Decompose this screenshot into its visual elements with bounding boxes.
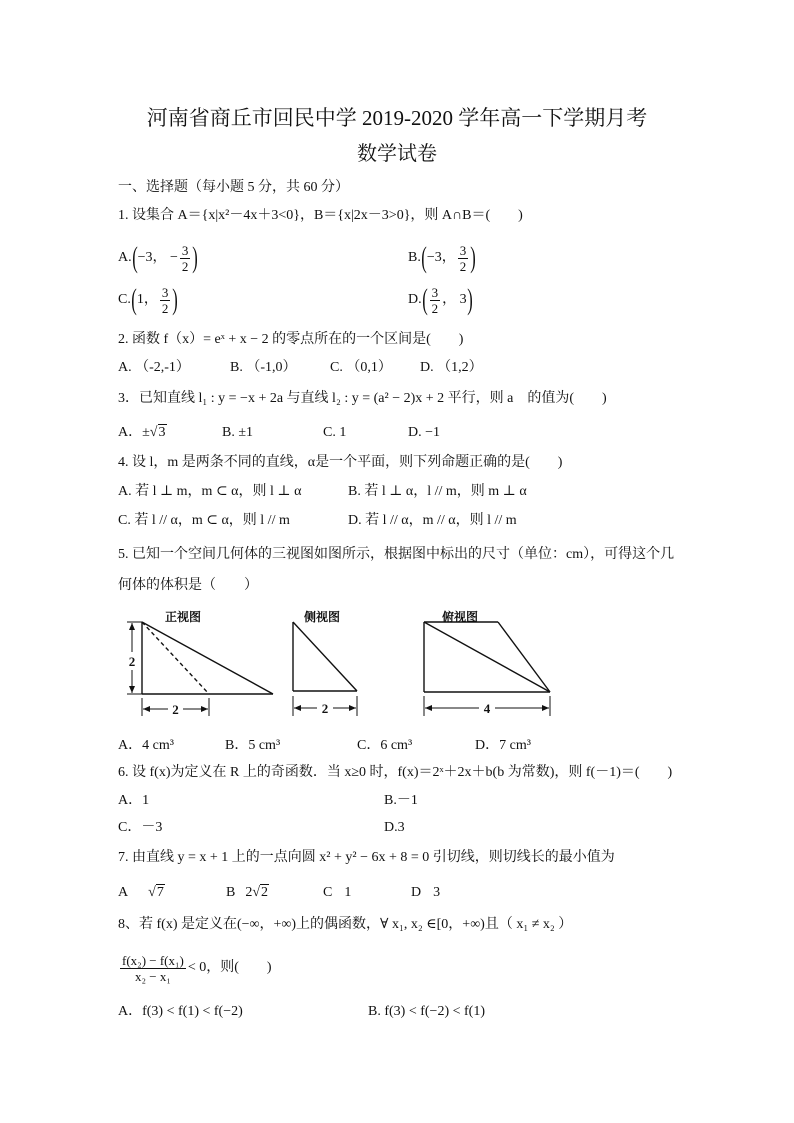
option-label: B. [408, 250, 421, 265]
option-value: 2√ [245, 885, 261, 900]
option-label: C. [118, 292, 131, 307]
close-paren: ) [466, 283, 473, 316]
q1-option-c [118, 282, 178, 318]
q2-option-a: A. （-2,-1） [118, 360, 190, 375]
option-post: ， 3 [442, 292, 467, 307]
three-view-figure [118, 600, 558, 722]
q8-option-a: A．f(3) < f(1) < f(−2) [118, 1004, 243, 1019]
q3-option-b [222, 423, 253, 443]
close-paren: ) [470, 241, 476, 274]
q5-option-a: A．4 cm³ [118, 738, 174, 753]
q1-option-b [408, 240, 476, 276]
q8-stem: 8、若 f(x) 是定义在(−∞，+∞)上的偶函数，∀ x₁, x₂ ∈[0，+∞)且（ x₁ ≠ x₂ ） [118, 917, 573, 932]
q6-option-b: B.－1 [384, 793, 418, 808]
radicand: 7 [156, 885, 164, 900]
section-heading: 一、选择题（每小题 5 分，共 60 分） [118, 180, 349, 195]
option-label: B [226, 885, 236, 900]
q4-option-d: D. 若 l // α，m // α，则 l // m [348, 513, 517, 528]
denominator: x₂ − x₁ [134, 968, 171, 984]
radicand: 3 [158, 425, 166, 440]
q6-option-d: D.3 [384, 820, 405, 835]
q5-option-d: D．7 cm³ [475, 738, 531, 753]
option-label: D. [408, 292, 422, 307]
side-width-label: 2 [321, 701, 329, 716]
fraction [180, 243, 191, 274]
top-width-label: 4 [483, 701, 491, 716]
front-hidden-edge [142, 622, 209, 694]
option-value: 3 [433, 885, 441, 900]
close-paren: ) [192, 241, 199, 274]
option-label: A． [118, 425, 143, 440]
q4-option-a: A. 若 l ⊥ m，m ⊂ α，则 l ⊥ α [118, 484, 302, 499]
option-label: D. [408, 425, 422, 440]
option-pre: −3， [426, 250, 456, 265]
q5-option-b: B．5 cm³ [225, 738, 281, 753]
numerator: 3 [161, 284, 169, 300]
open-paren: ( [131, 283, 137, 316]
front-view [127, 622, 273, 716]
q2-option-d: D. （1,2） [420, 360, 483, 375]
q7-option-a [118, 883, 165, 903]
option-label: D [411, 885, 422, 900]
q3-option-a [118, 423, 167, 443]
q4-option-b: B. 若 l ⊥ α，l // m，则 m ⊥ α [348, 484, 527, 499]
option-label: C [323, 885, 333, 900]
numerator: 3 [459, 242, 467, 258]
denominator: 2 [161, 300, 169, 316]
option-pre: 1， [136, 292, 158, 307]
q5-stem-line2: 何体的体积是（ ） [118, 578, 258, 593]
numerator: 3 [181, 242, 189, 258]
q1-stem: 1. 设集合 A＝{x|x²－4x＋3<0}，B＝{x|2x－3>0}，则 A∩B＝( ) [118, 208, 523, 223]
option-label: A [118, 885, 129, 900]
q3-stem: 3．已知直线 l₁ : y = −x + 2a 与直线 l₂ : y = (a² − 2)x + 2 平行，则 a 的值为( ) [118, 391, 607, 406]
top-right-edge [498, 622, 550, 692]
denominator: 2 [459, 258, 467, 274]
q4-option-c: C. 若 l // α，m ⊂ α，则 l // m [118, 513, 290, 528]
top-view-label: 俯视图 [442, 610, 479, 624]
exam-title: 河南省商丘市回民中学 2019-2020 学年高一下学期月考 [146, 106, 648, 130]
q1-option-d [408, 282, 473, 318]
open-paren: ( [131, 241, 138, 274]
q6-option-c: C．－3 [118, 820, 163, 835]
q2-option-b: B. （-1,0） [230, 360, 297, 375]
radicand: 2 [261, 885, 269, 900]
q6-option-a: A．1 [118, 793, 150, 808]
q2-option-c: C. （0,1） [330, 360, 392, 375]
side-view-label: 侧视图 [304, 610, 341, 624]
option-value: 1 [339, 425, 347, 440]
front-view-label: 正视图 [165, 610, 202, 624]
close-paren: ) [172, 283, 179, 316]
q5-option-c: C．6 cm³ [357, 738, 413, 753]
side-hypotenuse [293, 622, 357, 691]
q4-stem: 4. 设 l，m 是两条不同的直线，α是一个平面，则下列命题正确的是( ) [118, 455, 563, 470]
top-diagonal [424, 622, 550, 692]
option-value: −1 [425, 425, 441, 440]
fraction [160, 285, 171, 316]
option-value: ±√ [142, 425, 158, 440]
numerator: 3 [431, 284, 439, 300]
open-paren: ( [421, 283, 428, 316]
numerator: f(x₂) − f(x₁) [122, 952, 184, 968]
q3-option-d [408, 423, 440, 443]
q6-stem: 6. 设 f(x)为定义在 R 上的奇函数．当 x≥0 时，f(x)＝2ˣ＋2x＋b(b 为常数)，则 f(－1)＝( ) [118, 765, 673, 780]
option-value: √ [148, 885, 156, 900]
option-label: B. [222, 425, 235, 440]
option-value: ±1 [238, 425, 254, 440]
q5-stem-line1: 5. 已知一个空间几何体的三视图如图所示，根据图中标出的尺寸（单位：cm），可得这个几 [118, 547, 675, 562]
denominator: 2 [181, 258, 189, 274]
q2-stem: 2. 函数 f（x）= eˣ + x − 2 的零点所在的一个区间是( ) [118, 332, 464, 347]
q7-option-c [323, 883, 351, 903]
q3-option-c [323, 423, 346, 443]
q8-option-b: B. f(3) < f(−2) < f(1) [368, 1004, 485, 1019]
q1-option-a [118, 240, 198, 276]
q7-stem: 7. 由直线 y = x + 1 上的一点向圆 x² + y² − 6x + 8 = 0 引切线，则切线长的最小值为 [118, 850, 615, 865]
condition-tail: < 0，则( ) [187, 960, 272, 975]
q7-option-b [226, 883, 269, 903]
q8-condition [118, 949, 272, 987]
open-paren: ( [421, 241, 427, 274]
q7-option-d [411, 883, 440, 903]
fraction [120, 953, 186, 984]
front-width-label: 2 [172, 702, 179, 717]
exam-subtitle: 数学试卷 [357, 143, 437, 165]
fraction [430, 285, 441, 316]
front-hypotenuse [142, 622, 273, 694]
option-pre: −3， − [137, 250, 178, 265]
front-height-label: 2 [128, 654, 136, 669]
option-value: 1 [344, 885, 352, 900]
option-label: A. [118, 250, 132, 265]
option-label: C. [323, 425, 336, 440]
fraction [458, 243, 469, 274]
denominator: 2 [431, 300, 439, 316]
